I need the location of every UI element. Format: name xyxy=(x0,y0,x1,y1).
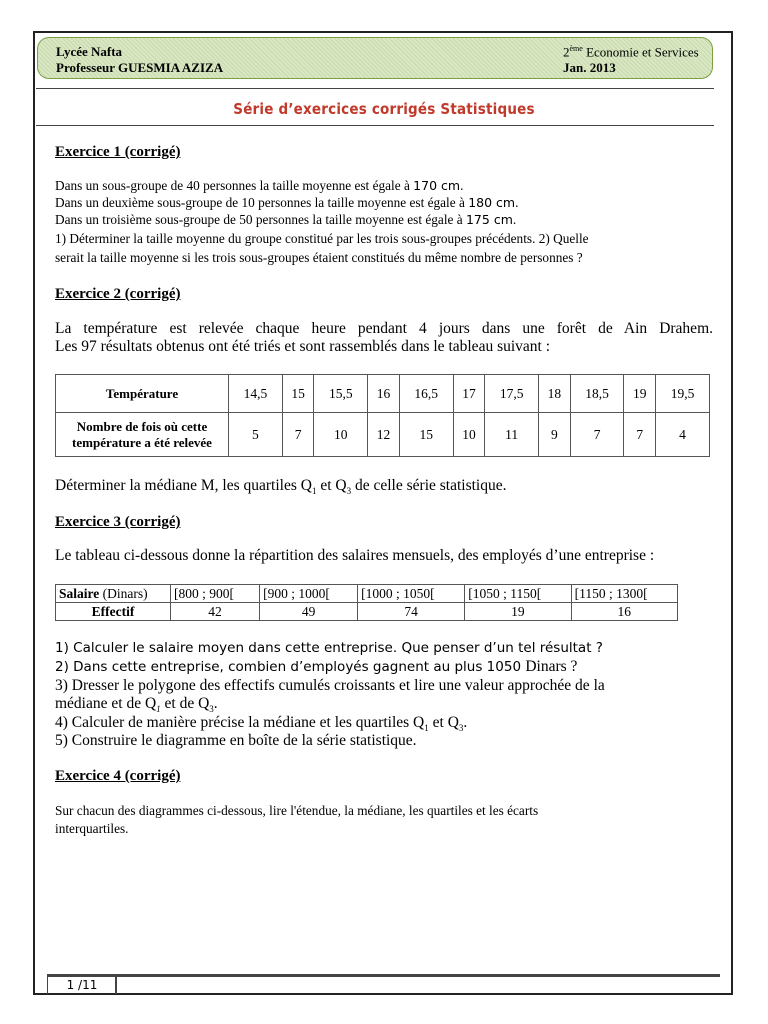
exercise-4-heading: Exercice 4 (corrigé) xyxy=(55,768,181,784)
temperature-cell: 14,5 xyxy=(229,375,283,413)
temperature-table xyxy=(55,374,710,457)
temperature-cell: 18,5 xyxy=(570,375,624,413)
temperature-cell: 15,5 xyxy=(314,375,368,413)
count-cell: 12 xyxy=(368,413,400,457)
class-level: 2ème Economie et Services xyxy=(563,44,699,60)
title-rule-bottom xyxy=(36,125,714,126)
effectif-cell: 19 xyxy=(465,603,571,621)
salary-class-cell: [900 ; 1000[ xyxy=(260,585,358,603)
footer-bar xyxy=(47,974,720,997)
temperature-cell: 18 xyxy=(539,375,571,413)
exercise-3-question-3: 3) Dresser le polygone des effectifs cumulés croissants et lire une valeur approchée de la xyxy=(55,677,605,694)
count-cell: 7 xyxy=(624,413,656,457)
effectif-row-label: Effectif xyxy=(56,603,171,621)
title-rule-top xyxy=(36,88,714,89)
exercise-4-line-1: Sur chacun des diagrammes ci-dessous, lire l'étendue, la médiane, les quartiles et les écarts xyxy=(55,803,539,818)
exercise-3-heading: Exercice 3 (corrigé) xyxy=(55,514,181,530)
count-cell: 7 xyxy=(282,413,314,457)
exercise-3-question-3-cont: médiane et de $Q_1$ et de $Q_3$. xyxy=(55,695,218,715)
page-number: 1 /11 xyxy=(47,977,117,994)
footer-divider xyxy=(115,977,116,994)
salary-table xyxy=(55,584,678,621)
effectif-row xyxy=(56,603,678,621)
temperature-row xyxy=(56,375,710,413)
salary-class-cell: [800 ; 900[ xyxy=(171,585,260,603)
exercise-3-question-5: 5) Construire le diagramme en boîte de la série statistique. xyxy=(55,732,417,749)
exercise-2-question: Déterminer la médiane M, les quartiles $Q_1$ et $Q_3$ de celle série statistique. xyxy=(55,477,507,497)
school-name: Lycée Nafta xyxy=(56,44,123,59)
count-cell: 15 xyxy=(399,413,453,457)
header-date: Jan. 2013 xyxy=(563,60,616,75)
temperature-cell: 17,5 xyxy=(485,375,539,413)
count-row-label: Nombre de fois où cette température a été relevée xyxy=(56,413,229,457)
count-cell: 5 xyxy=(229,413,283,457)
exercise-3-question-4: 4) Calculer de manière précise la médiane et les quartiles $Q_1$ et $Q_3$. xyxy=(55,714,468,734)
count-cell: 4 xyxy=(656,413,710,457)
exercise-3-question-1: 1) Calculer le salaire moyen dans cette entreprise. Que penser d’un tel résultat ? xyxy=(55,640,603,656)
teacher-name: Professeur GUESMIA AZIZA xyxy=(56,60,224,75)
exercise-1-question-line-1: 1) Déterminer la taille moyenne du groupe constitué par les trois sous-groupes précédents. 2) Quelle xyxy=(55,231,589,246)
count-cell: 10 xyxy=(453,413,485,457)
exercise-2-heading: Exercice 2 (corrigé) xyxy=(55,286,181,302)
exercise-3-question-2: 2) Dans cette entreprise, combien d’employés gagnent au plus 1050 Dinars ? xyxy=(55,658,578,675)
header-banner xyxy=(37,37,713,79)
salary-class-cell: [1050 ; 1150[ xyxy=(465,585,571,603)
effectif-cell: 49 xyxy=(260,603,358,621)
count-row xyxy=(56,413,710,457)
salary-class-cell: [1000 ; 1050[ xyxy=(358,585,465,603)
temperature-cell: 19 xyxy=(624,375,656,413)
exercise-1-line-1: Dans un sous-groupe de 40 personnes la taille moyenne est égale à 170 cm. xyxy=(55,178,464,193)
count-cell: 10 xyxy=(314,413,368,457)
page-frame xyxy=(33,31,733,995)
exercise-1-heading: Exercice 1 (corrigé) xyxy=(55,144,181,160)
salary-row-label: Salaire (Dinars) xyxy=(56,585,171,603)
exercise-4-line-2: interquartiles. xyxy=(55,821,129,836)
count-cell: 7 xyxy=(570,413,624,457)
salary-row xyxy=(56,585,678,603)
salary-class-cell: [1150 ; 1300[ xyxy=(571,585,677,603)
temperature-row-label: Température xyxy=(56,375,229,413)
effectif-cell: 42 xyxy=(171,603,260,621)
exercise-2-intro-line-2: Les 97 résultats obtenus ont été triés et sont rassemblés dans le tableau suivant : xyxy=(55,338,551,355)
exercise-1-line-2: Dans un deuxième sous-groupe de 10 personnes la taille moyenne est égale à 180 cm. xyxy=(55,195,519,210)
temperature-cell: 17 xyxy=(453,375,485,413)
count-cell: 11 xyxy=(485,413,539,457)
effectif-cell: 74 xyxy=(358,603,465,621)
page-title: Série d’exercices corrigés Statistiques xyxy=(233,100,535,118)
temperature-cell: 15 xyxy=(282,375,314,413)
effectif-cell: 16 xyxy=(571,603,677,621)
count-cell: 9 xyxy=(539,413,571,457)
exercise-3-intro: Le tableau ci-dessous donne la répartition des salaires mensuels, des employés d’une entreprise : xyxy=(55,547,655,564)
exercise-2-intro-line-1: La température est relevée chaque heure pendant 4 jours dans une forêt de Ain Drahem. xyxy=(55,320,713,337)
exercise-1-question-line-2: serait la taille moyenne si les trois sous-groupes étaient constitués du même nombre de personnes ? xyxy=(55,250,583,265)
temperature-cell: 16,5 xyxy=(399,375,453,413)
temperature-cell: 16 xyxy=(368,375,400,413)
exercise-1-line-3: Dans un troisième sous-groupe de 50 personnes la taille moyenne est égale à 175 cm. xyxy=(55,212,517,227)
temperature-cell: 19,5 xyxy=(656,375,710,413)
